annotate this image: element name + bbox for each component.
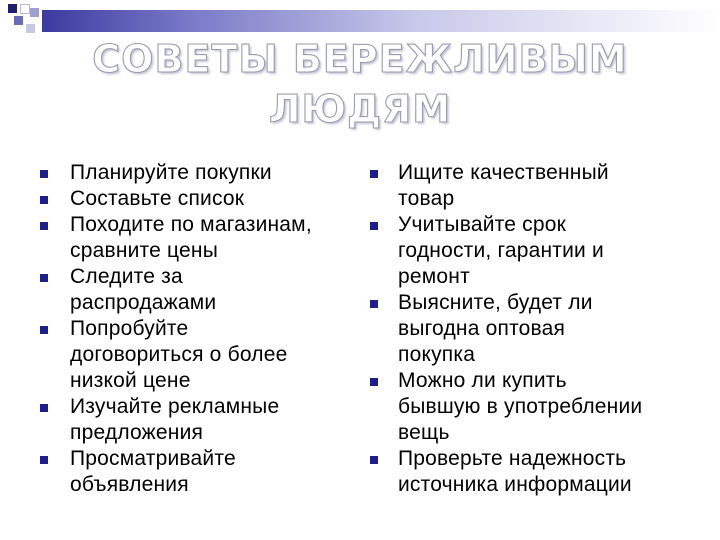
tip-text [70, 394, 279, 446]
tip-line: Учитывайте срок [398, 213, 566, 236]
tip-line: покупка [398, 343, 476, 366]
tip-line: Попробуйте [70, 317, 189, 340]
tip-line: Ищите качественный [398, 161, 609, 184]
tip-line: бывшую в употреблении [398, 395, 643, 418]
square-bullet-icon [370, 170, 378, 178]
decor-square [8, 4, 17, 13]
tip-text [70, 316, 287, 394]
square-bullet-icon [40, 222, 48, 230]
tip-line: распродажами [70, 291, 217, 314]
tip-text [398, 290, 593, 368]
gradient-bar [42, 10, 720, 32]
tip-line: Следите за [70, 265, 183, 288]
tip-item [40, 394, 360, 446]
tip-item [40, 264, 360, 316]
tip-line: предложения [70, 421, 204, 444]
tip-line: Составьте список [70, 187, 245, 210]
tip-line: Просматривайте [70, 447, 236, 470]
tip-line: выгодна оптовая [398, 317, 566, 340]
tip-line: Выясните, будет ли [398, 291, 593, 314]
decor-square [26, 24, 35, 33]
tip-line: вещь [398, 421, 450, 444]
decor-square [14, 16, 23, 25]
tip-item [370, 290, 710, 368]
decor-square [20, 4, 30, 14]
square-bullet-icon [40, 456, 48, 464]
tip-item [40, 160, 360, 186]
decor-square [30, 8, 39, 17]
tip-item [370, 368, 710, 446]
tip-item [40, 212, 360, 264]
tip-text [70, 446, 236, 498]
tip-line: объявления [70, 473, 189, 496]
tip-line: низкой цене [70, 369, 191, 392]
tip-text [398, 368, 642, 446]
tip-text [70, 264, 216, 316]
tips-list-left [40, 160, 360, 498]
tip-text [398, 446, 632, 498]
tip-text [70, 160, 272, 186]
square-bullet-icon [370, 378, 378, 386]
square-bullet-icon [40, 274, 48, 282]
square-bullet-icon [40, 196, 48, 204]
tip-text [398, 160, 609, 212]
tip-item [370, 160, 710, 212]
tip-item [40, 446, 360, 498]
tip-line: ремонт [398, 265, 470, 288]
page-title: СОВЕТЫ БЕРЕЖЛИВЫМ ЛЮДЯМ [92, 37, 628, 131]
tip-line: Проверьте надежность [398, 447, 627, 470]
tip-text [398, 212, 604, 290]
tip-line: Походите по магазинам, [70, 213, 312, 236]
tip-line: годности, гарантии и [398, 239, 604, 262]
square-bullet-icon [40, 404, 48, 412]
tip-line: сравните цены [70, 239, 219, 262]
tip-text [70, 212, 312, 264]
square-bullet-icon [370, 222, 378, 230]
tip-line: Изучайте рекламные [70, 395, 280, 418]
tip-line: источника информации [398, 473, 632, 496]
tip-line: договориться о более [70, 343, 288, 366]
tips-list-right [370, 160, 710, 498]
square-bullet-icon [370, 456, 378, 464]
tip-text [70, 186, 244, 212]
tip-line: Планируйте покупки [70, 161, 272, 184]
square-bullet-icon [40, 326, 48, 334]
square-bullet-icon [370, 300, 378, 308]
square-bullet-icon [40, 170, 48, 178]
tip-line: товар [398, 187, 455, 210]
tip-item [370, 212, 710, 290]
tip-item [40, 316, 360, 394]
tip-line: Можно ли купить [398, 369, 567, 392]
tip-item [40, 186, 360, 212]
tip-item [370, 446, 710, 498]
